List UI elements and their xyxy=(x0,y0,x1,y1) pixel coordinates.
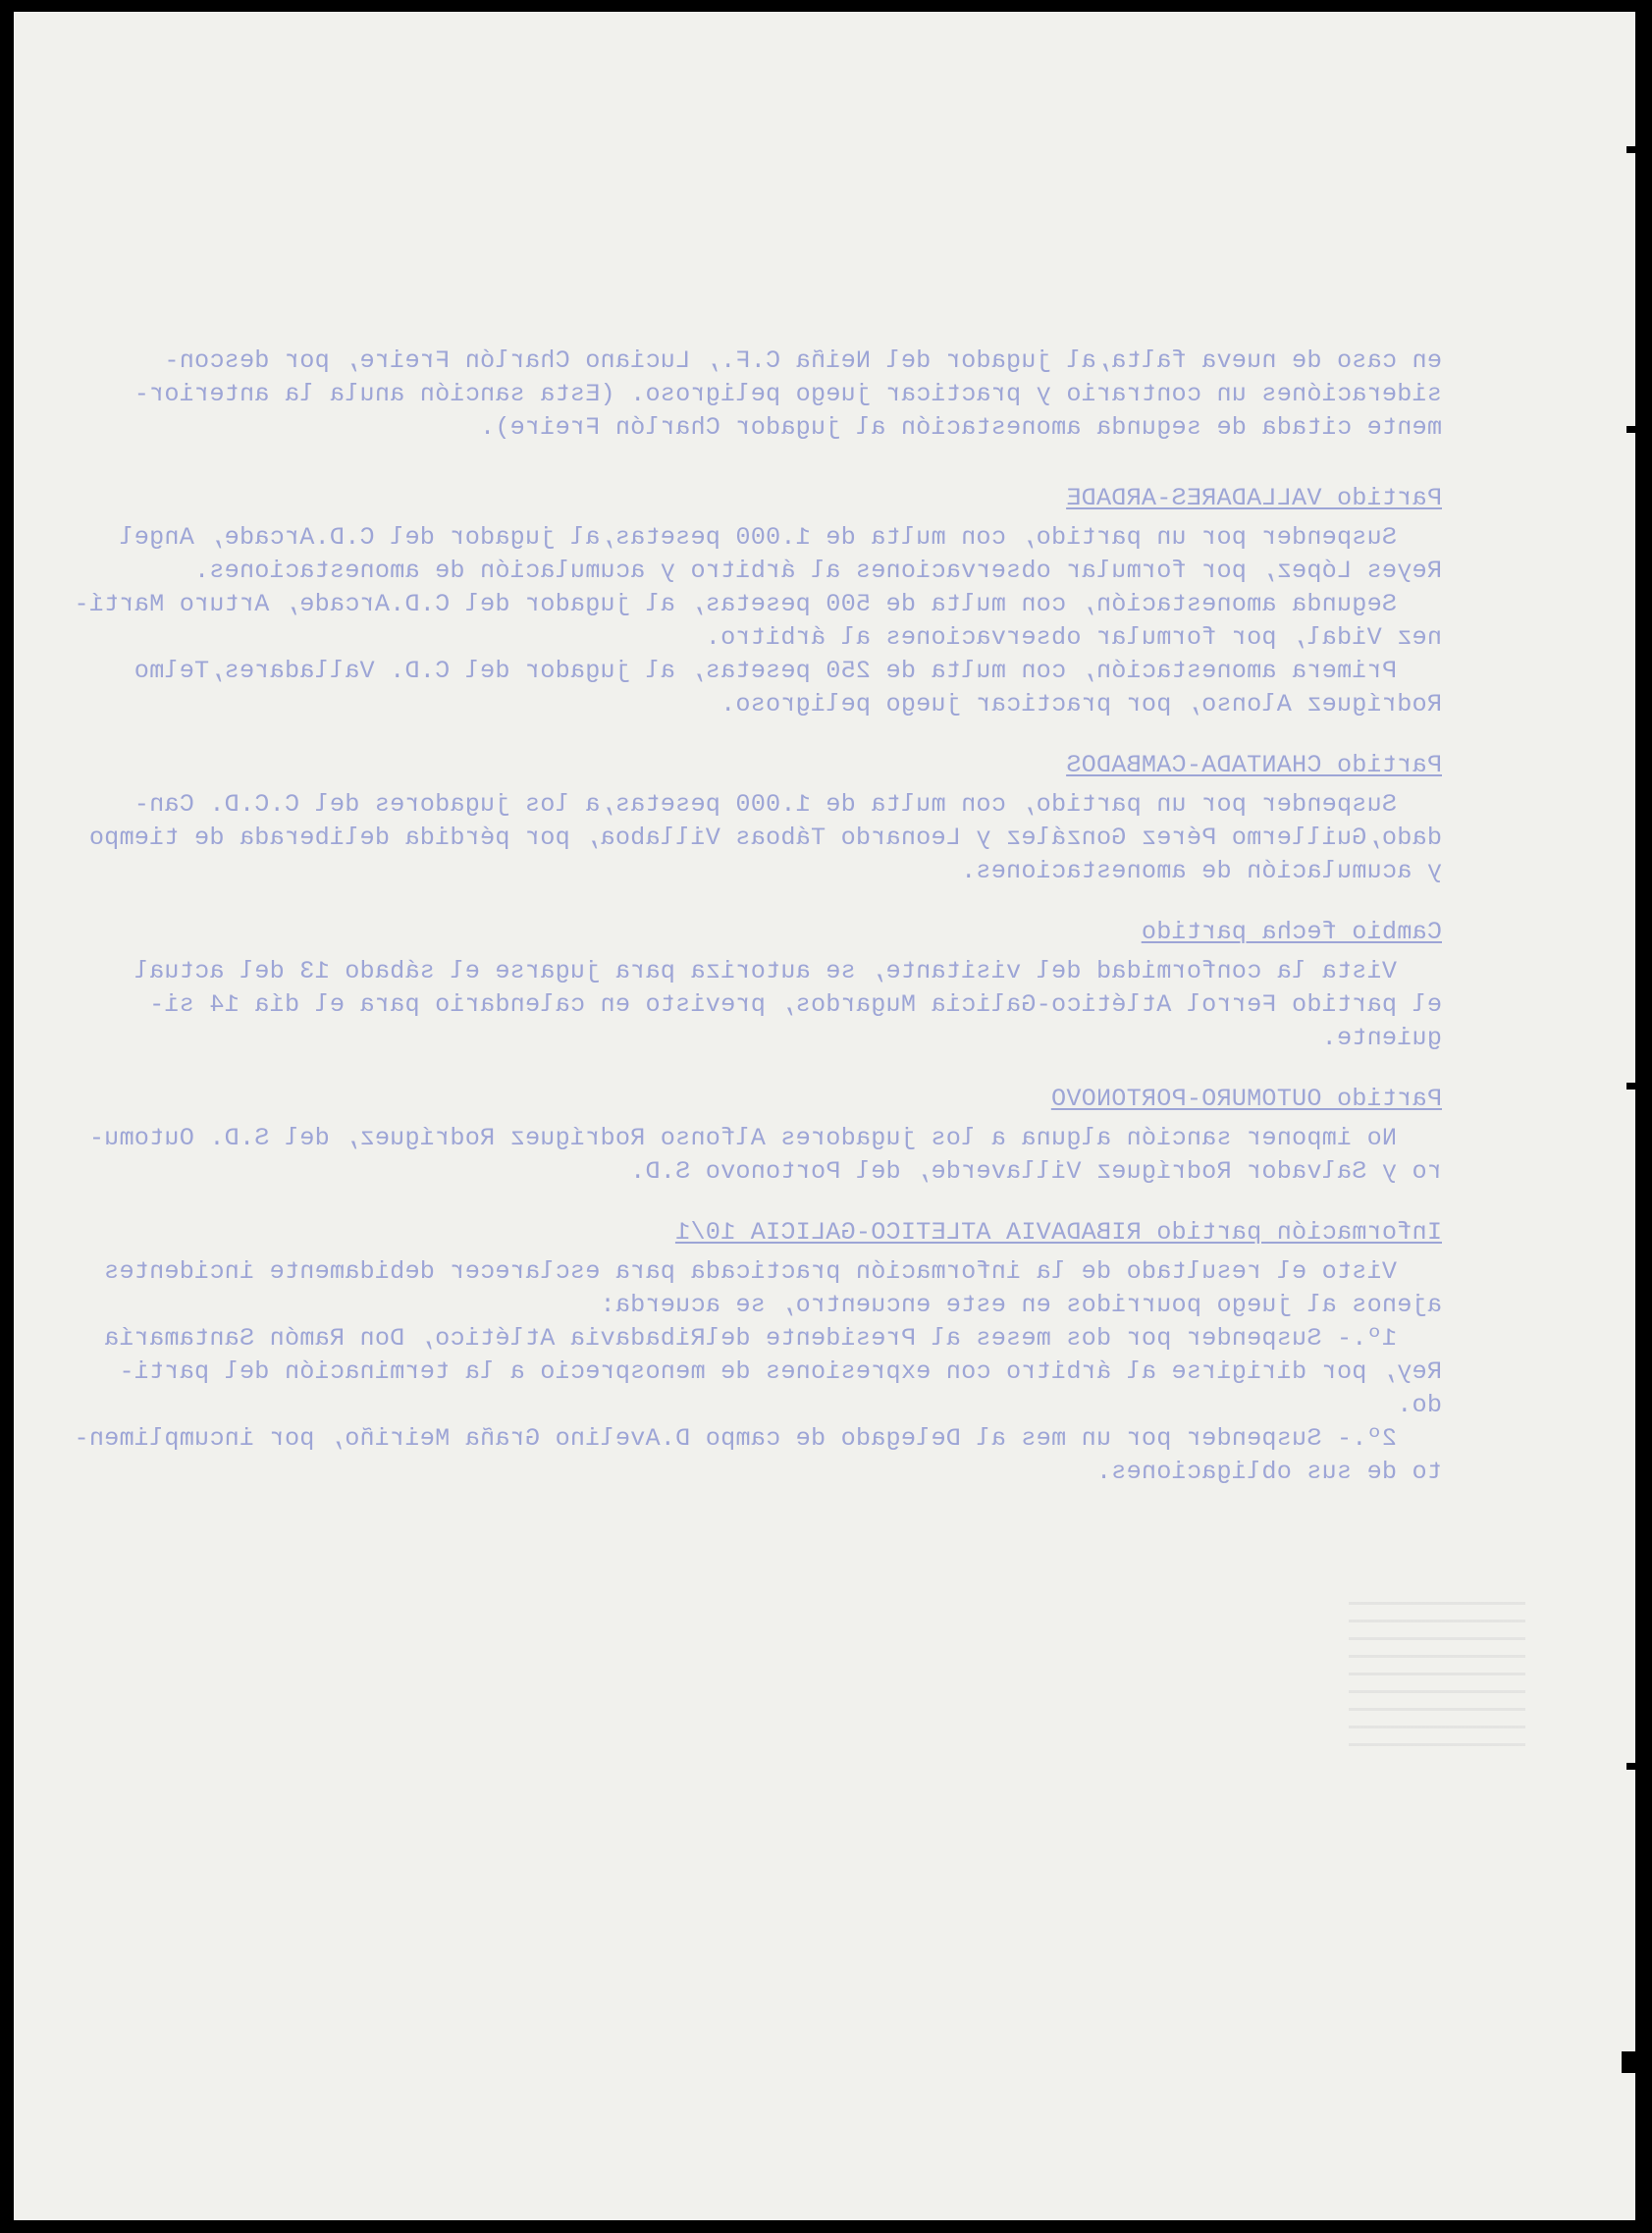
text-line: mente citada de segunda amonestación al jugador Charlón Freire). xyxy=(479,413,1442,442)
text-line: 2º.- Suspender por un mes al Delegado de campo D.Avelino Graña Meiriño, por incumplimen- xyxy=(74,1424,1442,1453)
binder-tab xyxy=(1626,146,1652,153)
text-line: Suspender por un partido, con multa de 1.000 pesetas,al jugador del C.D.Arcade, Angel xyxy=(119,523,1442,552)
text-line: dado,Guillermo Pérez González y Leonardo Táboas Villaboa, por pérdida deliberada de tiempo xyxy=(88,824,1442,852)
binder-tab xyxy=(1626,426,1652,433)
section-heading: Partido CHANTADA-CAMBADOS xyxy=(1066,751,1442,779)
text-line: en caso de nueva falta,al jugador del Neiña C.F., Luciano Charlón Freire, por descon- xyxy=(164,346,1442,375)
text-line: No imponer sanción alguna a los jugadores Alfonso Rodríguez Rodríguez, del S.D. Outomu- xyxy=(88,1124,1442,1152)
mirrored-typewritten-text xyxy=(74,345,1442,1489)
section-heading: Cambio fecha partido xyxy=(1141,918,1442,946)
text-line: Reyes López, por formular observaciones al árbitro y acumulación de amonestaciones. xyxy=(193,557,1442,585)
section-heading: Partido VALLADARES-ARDADE xyxy=(1066,484,1442,512)
section-cambio-fecha xyxy=(78,916,1442,1055)
section-outomuro-portonovo xyxy=(78,1083,1442,1189)
text-line: y acumulación de amonestaciones. xyxy=(960,857,1442,885)
text-line: Visto el resultado de la información practicada para esclarecer debidamente incidentes xyxy=(103,1257,1442,1286)
intro-paragraph xyxy=(78,345,1442,445)
text-line: Primera amonestación, con multa de 250 pesetas, al jugador del C.D. Valladares,Telmo xyxy=(133,657,1442,685)
text-line: sideraciónes un contrario y practicar juego peligroso. (Esta sanción anula la anterior- xyxy=(133,380,1442,408)
text-line: to de sus obligaciones. xyxy=(1095,1458,1442,1486)
section-valladares-arcade xyxy=(74,482,1442,721)
text-line: el partido Ferrol Atlético-Galicia Mugardos, previsto en calendario para el día 14 si- xyxy=(148,990,1442,1019)
section-heading: Información partido RIBADAVIA ATLETICO-GALICIA 10/1 xyxy=(674,1218,1442,1247)
text-line: Vista la conformidad del visitante, se autoriza para jugarse el sábado 13 del actual xyxy=(133,957,1442,985)
text-line: Segunda amonestación, con multa de 500 pesetas, al jugador del C.D.Arcade, Arturo Martí- xyxy=(74,590,1442,618)
binder-tab xyxy=(1626,1083,1652,1090)
text-line: Suspender por un partido, con multa de 1.000 pesetas,a los jugadores del C.C.D. Can- xyxy=(133,790,1442,819)
text-line: nez Vidal, por formular observaciones al árbitro. xyxy=(705,623,1442,652)
text-line: do. xyxy=(1397,1391,1442,1419)
text-line: ajenos al juego pourridos en este encuentro, se acuerda: xyxy=(600,1291,1442,1319)
text-line: 1º.- Suspender por dos meses al Presidente delRibadavia Atlético, Don Ramón Santamaría xyxy=(103,1324,1442,1353)
text-line: guiente. xyxy=(1321,1024,1442,1052)
binder-tab xyxy=(1626,1763,1652,1770)
text-line: Rey, por dirigirse al árbitro con expresiones de menosprecio a la terminación del parti- xyxy=(119,1357,1442,1386)
binder-tab xyxy=(1622,2051,1652,2073)
text-line: Rodríguez Alonso, por practicar juego peligroso. xyxy=(719,690,1442,718)
section-heading: Partido OUTOMURO-PORTONOVO xyxy=(1050,1085,1442,1113)
faint-bleed-through xyxy=(1349,1602,1525,1759)
text-line: ro y Salvador Rodríguez Villaverde, del Portonovo S.D. xyxy=(629,1157,1442,1186)
section-informacion-ribadavia xyxy=(74,1216,1442,1489)
section-chantada-cambados xyxy=(78,749,1442,888)
